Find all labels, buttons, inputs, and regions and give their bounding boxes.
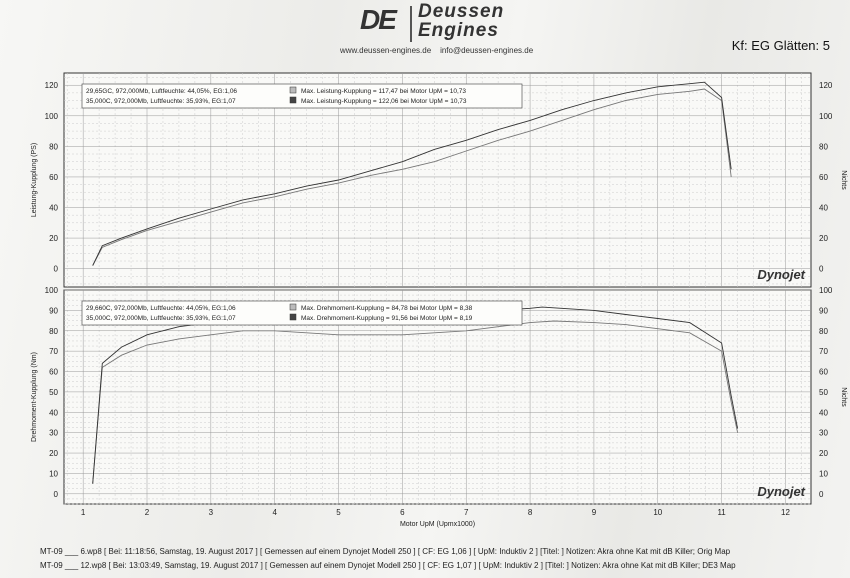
chart-0-legend-text-2: Max. Leistung-Kupplung = 122,06 bei Motor UpM = 10,73: [301, 98, 467, 105]
chart-1-ytick-right-label: 30: [819, 428, 828, 438]
chart-1-ytick-label: 20: [49, 449, 58, 459]
chart-0-ytick-right-label: 0: [819, 264, 824, 274]
chart-1-ytick-right-label: 10: [819, 469, 828, 479]
chart-1-ytick-label: 70: [49, 347, 58, 357]
chart-x-tick-label: 10: [653, 508, 663, 517]
chart-1-ytick-right-label: 40: [819, 408, 828, 418]
chart-1-ytick-label: 30: [49, 428, 58, 438]
chart-x-tick-label: 4: [272, 508, 277, 517]
chart-1-ytick-label: 50: [49, 387, 58, 397]
chart-1-ytick-label: 60: [49, 367, 58, 377]
chart-1-ytick-label: 10: [49, 469, 58, 479]
chart-1-ylabel: Drehmoment-Kupplung (Nm): [31, 352, 38, 442]
email-link[interactable]: info@deussen-engines.de: [440, 46, 534, 55]
chart-0-ytick-right-label: 60: [819, 172, 828, 182]
chart-1-ytick-label: 0: [53, 489, 58, 499]
chart-1-legend-text-2: Max. Drehmoment-Kupplung = 91,56 bei Motor UpM = 8,19: [301, 315, 473, 322]
chart-1-legend-swatch-1: [290, 304, 296, 310]
chart-0-legend-conditions-1: 29,65GC, 972,000Mb, Luftfeuchte: 44,05%, EG:1,06: [86, 88, 238, 95]
chart-1-ytick-right-label: 80: [819, 326, 828, 336]
chart-x-tick-label: 5: [336, 508, 341, 517]
footer-run-2: MT-09 ___ 12.wp8 [ Bei: 13:03:49, Samstag, 19. August 2017 ] [ Gemessen auf einem Dynojet Modell 250 ] [ CF: EG 1,07 ] [ UpM: Induktiv 2 ] [Titel: ] Notizen: Akra ohne Kat mit dB Killer; DE3 Map: [40, 561, 736, 570]
chart-1-ylabel-right: Nichts: [840, 387, 847, 407]
chart-0-legend-swatch-2: [290, 97, 296, 103]
chart-1-ytick-right-label: 0: [819, 489, 824, 499]
chart-x-tick-label: 6: [400, 508, 405, 517]
chart-0-ytick-right-label: 20: [819, 234, 828, 244]
chart-x-tick-label: 12: [781, 508, 790, 517]
logo-mark: DE: [360, 4, 395, 35]
chart-1-ytick-label: 100: [44, 286, 58, 295]
chart-0-legend-text-1: Max. Leistung-Kupplung = 117,47 bei Motor UpM = 10,73: [301, 88, 467, 95]
website-link[interactable]: www.deussen-engines.de: [340, 46, 432, 55]
logo-line-2: Engines: [418, 20, 499, 41]
chart-1-ytick-right-label: 70: [819, 347, 828, 357]
chart-1-legend-conditions-2: 35,000C, 972,000Mb, Luftfeuchte: 35,93%, EG:1,07: [86, 315, 236, 322]
chart-x-tick-label: 8: [527, 508, 533, 517]
chart-x-tick-label: 9: [591, 508, 597, 517]
chart-0-ytick-label: 120: [44, 81, 58, 91]
chart-x-tick-label: 7: [464, 508, 469, 517]
chart-1-legend-conditions-1: 29,660C, 972,000Mb, Luftfeuchte: 44,05%, EG:1,06: [86, 305, 236, 312]
chart-x-tick-label: 3: [208, 508, 214, 517]
chart-0-ytick-label: 100: [44, 111, 58, 121]
chart-0-ytick-label: 40: [49, 203, 58, 213]
chart-1-legend-text-1: Max. Drehmoment-Kupplung = 84,78 bei Motor UpM = 8,38: [301, 305, 473, 312]
chart-1-ytick-right-label: 20: [819, 449, 828, 459]
chart-0-legend-conditions-2: 35,000C, 972,000Mb, Luftfeuchte: 35,93%, EG:1,07: [86, 98, 236, 105]
chart-0-ytick-label: 80: [49, 142, 58, 152]
chart-0-dynojet-logo: Dynojet: [757, 267, 805, 282]
chart-1-legend-swatch-2: [290, 314, 296, 320]
logo-line-1: Deussen: [418, 1, 505, 22]
chart-0-ytick-label: 0: [53, 264, 58, 274]
chart-0-ytick-label: 60: [49, 172, 58, 182]
footer-run-1: MT-09 ___ 6.wp8 [ Bei: 11:18:56, Samstag, 19. August 2017 ] [ Gemessen auf einem Dynojet Modell 250 ] [ CF: EG 1,06 ] [ UpM: Induktiv 2 ] [Titel: ] Notizen: Akra ohne Kat mit dB Killer; Orig Map: [40, 547, 731, 556]
chart-0-ylabel-right: Nichts: [840, 170, 847, 190]
chart-0-ytick-right-label: 40: [819, 203, 828, 213]
chart-1-ytick-right-label: 90: [819, 306, 828, 316]
chart-1-dynojet-logo: Dynojet: [757, 484, 805, 499]
chart-x-tick-label: 11: [717, 508, 726, 517]
chart-0-ytick-right-label: 120: [819, 81, 833, 91]
chart-0-ytick-right-label: 100: [819, 111, 833, 121]
chart-1-ytick-right-label: 50: [819, 387, 828, 397]
chart-x-tick-label: 2: [144, 508, 150, 517]
chart-xlabel: Motor UpM (Upmx1000): [399, 521, 476, 528]
chart-1-ytick-label: 80: [49, 326, 58, 336]
chart-1-ytick-label: 40: [49, 408, 58, 418]
chart-1-ytick-right-label: 60: [819, 367, 828, 377]
kf-smoothing-label: Kf: EG Glätten: 5: [731, 38, 830, 53]
chart-1-ytick-label: 90: [49, 306, 58, 316]
chart-0-ytick-right-label: 80: [819, 142, 828, 152]
chart-1-ytick-right-label: 100: [819, 286, 833, 295]
chart-0-ytick-label: 20: [49, 234, 58, 244]
chart-0-ylabel: Leistung-Kupplung (PS): [31, 142, 38, 218]
chart-0-legend-swatch-1: [290, 87, 296, 93]
chart-x-tick-label: 1: [80, 508, 86, 517]
